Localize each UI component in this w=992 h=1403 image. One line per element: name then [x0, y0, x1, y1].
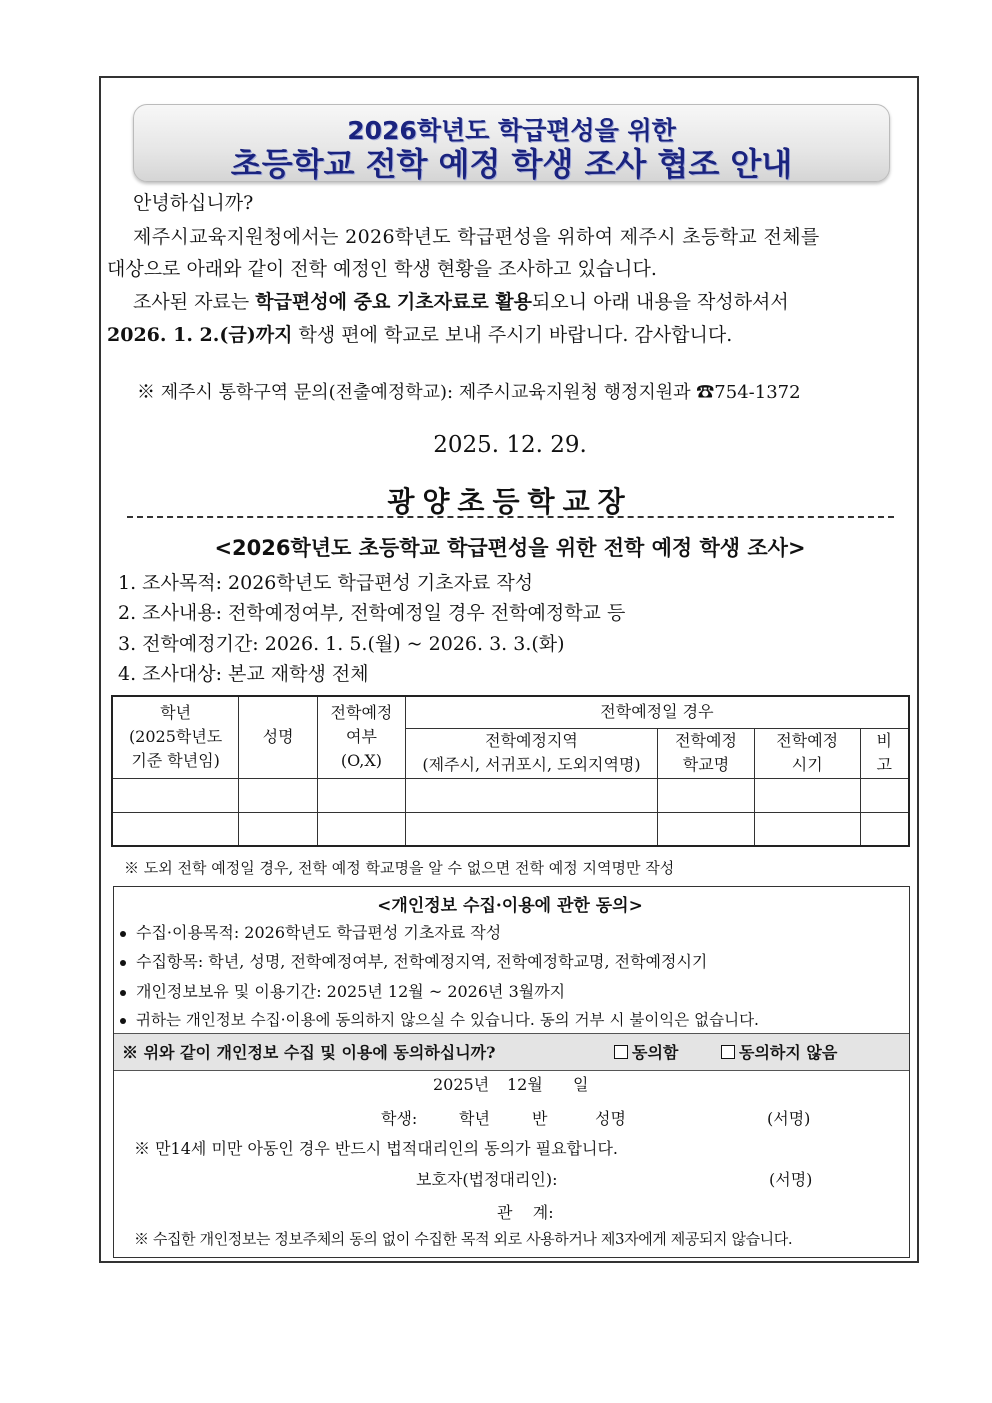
survey-item-2: 2. 조사내용: 전학예정여부, 전학예정일 경우 전학예정학교 등: [118, 602, 626, 624]
paragraph-2-line-2: [107, 320, 732, 347]
header-note: 비 고: [860, 728, 909, 778]
paragraph-2-text-a: 조사된 자료는: [133, 291, 256, 313]
paragraph-2-line-1: [133, 287, 789, 314]
final-note: ※ 수집한 개인정보는 정보주체의 동의 없이 수집한 목적 외로 사용하거나 제3자에게 제공되지 않습니다.: [134, 1230, 793, 1248]
table-row[interactable]: [112, 778, 909, 812]
paragraph-1-line-2: 대상으로 아래와 같이 전학 예정인 학생 현황을 조사하고 있습니다.: [107, 258, 657, 280]
greeting: 안녕하십니까?: [133, 192, 254, 214]
paragraph-2-emphasis: 학급편성에 중요 기초자료로 활용: [255, 291, 533, 313]
guardian-signature: (서명): [769, 1170, 813, 1189]
bullet-dot-icon: [120, 1018, 126, 1024]
cell-school[interactable]: [658, 778, 755, 812]
agree-checkbox[interactable]: [614, 1045, 628, 1059]
deadline-date: 2026. 1. 2.(금)까지: [107, 324, 293, 346]
title-line-1: 2026학년도 학급편성을 위한: [347, 116, 676, 145]
cell-region[interactable]: [405, 812, 657, 846]
relation-label: 관 계:: [497, 1203, 554, 1222]
bullet-dot-icon: [120, 960, 126, 966]
cell-grade[interactable]: [112, 812, 239, 846]
title-banner: [133, 104, 890, 182]
bullet-dot-icon: [120, 931, 126, 937]
student-label: 학생:: [381, 1109, 418, 1128]
cell-time[interactable]: [754, 812, 860, 846]
grade-label: 학년: [459, 1109, 490, 1128]
consent-date-year: 2025년: [433, 1075, 490, 1094]
header-region: 전학예정지역 (제주시, 서귀포시, 도외지역명): [405, 728, 657, 778]
survey-item-4: 4. 조사대상: 본교 재학생 전체: [118, 663, 369, 685]
cell-plan[interactable]: [318, 778, 406, 812]
header-school: 전학예정 학교명: [658, 728, 755, 778]
cut-line-divider: [127, 516, 894, 518]
cell-region[interactable]: [405, 778, 657, 812]
agree-option[interactable]: 동의함: [614, 1040, 678, 1063]
sender-name: 광양초등학교장: [387, 485, 633, 518]
survey-item-1: 1. 조사목적: 2026학년도 학급편성 기초자료 작성: [118, 572, 534, 594]
header-transfer-group: 전학예정일 경우: [405, 696, 909, 728]
consent-question: ※ 위와 같이 개인정보 수집 및 이용에 동의하십니까?: [122, 1043, 496, 1062]
header-transfer-plan: 전학예정 여부 (O,X): [318, 696, 406, 778]
survey-title: <2026학년도 초등학교 학급편성을 위한 전학 예정 학생 조사>: [214, 536, 806, 560]
paragraph-2-text-c: 학생 편에 학교로 보내 주시기 바랍니다. 감사합니다.: [292, 324, 733, 346]
title-line-2: 초등학교 전학 예정 학생 조사 협조 안내: [230, 145, 793, 183]
survey-item-3: 3. 전학예정기간: 2026. 1. 5.(월) ~ 2026. 3. 3.(화): [118, 633, 565, 655]
cell-plan[interactable]: [318, 812, 406, 846]
cell-note[interactable]: [860, 778, 909, 812]
cell-school[interactable]: [658, 812, 755, 846]
consent-date-day: 일: [573, 1075, 589, 1094]
paragraph-1-line-1: 제주시교육지원청에서는 2026학년도 학급편성을 위하여 제주시 초등학교 전체를: [133, 226, 820, 248]
cell-name[interactable]: [239, 812, 318, 846]
class-label: 반: [532, 1109, 548, 1128]
student-signature: (서명): [767, 1109, 811, 1128]
header-time: 전학예정 시기: [754, 728, 860, 778]
name-label: 성명: [595, 1109, 626, 1128]
disagree-option[interactable]: 동의하지 않음: [721, 1040, 837, 1063]
letter-date: 2025. 12. 29.: [433, 432, 587, 458]
minor-note: ※ 만14세 미만 아동인 경우 반드시 법적대리인의 동의가 필요합니다.: [134, 1139, 618, 1158]
consent-bullet-3: 개인정보보유 및 이용기간: 2025년 12월 ~ 2026년 3월까지: [120, 979, 565, 1002]
cell-note[interactable]: [860, 812, 909, 846]
cell-grade[interactable]: [112, 778, 239, 812]
contact-note: ※ 제주시 통학구역 문의(전출예정학교): 제주시교육지원청 행정지원과 ☎754-1372: [137, 382, 801, 403]
consent-bullet-1: 수집·이용목적: 2026학년도 학급편성 기초자료 작성: [120, 920, 501, 943]
table-row[interactable]: [112, 812, 909, 846]
header-grade: 학년 (2025학년도 기준 학년임): [112, 696, 239, 778]
paragraph-2-text-b: 되오니 아래 내용을 작성하셔서: [532, 291, 789, 313]
consent-bullet-2: 수집항목: 학년, 성명, 전학예정여부, 전학예정지역, 전학예정학교명, 전학예정시기: [120, 949, 707, 972]
cell-time[interactable]: [754, 778, 860, 812]
cell-name[interactable]: [239, 778, 318, 812]
disagree-checkbox[interactable]: [721, 1045, 735, 1059]
table-note: ※ 도외 전학 예정일 경우, 전학 예정 학교명을 알 수 없으면 전학 예정 지역명만 작성: [124, 859, 675, 877]
header-name: 성명: [239, 696, 318, 778]
survey-table: [111, 695, 910, 847]
bullet-dot-icon: [120, 990, 126, 996]
consent-date-month: 12월: [507, 1075, 543, 1094]
guardian-label: 보호자(법정대리인):: [416, 1170, 558, 1189]
consent-title: <개인정보 수집·이용에 관한 동의>: [377, 896, 643, 916]
consent-bullet-4: 귀하는 개인정보 수집·이용에 동의하지 않으실 수 있습니다. 동의 거부 시 불이익은 없습니다.: [120, 1008, 759, 1030]
